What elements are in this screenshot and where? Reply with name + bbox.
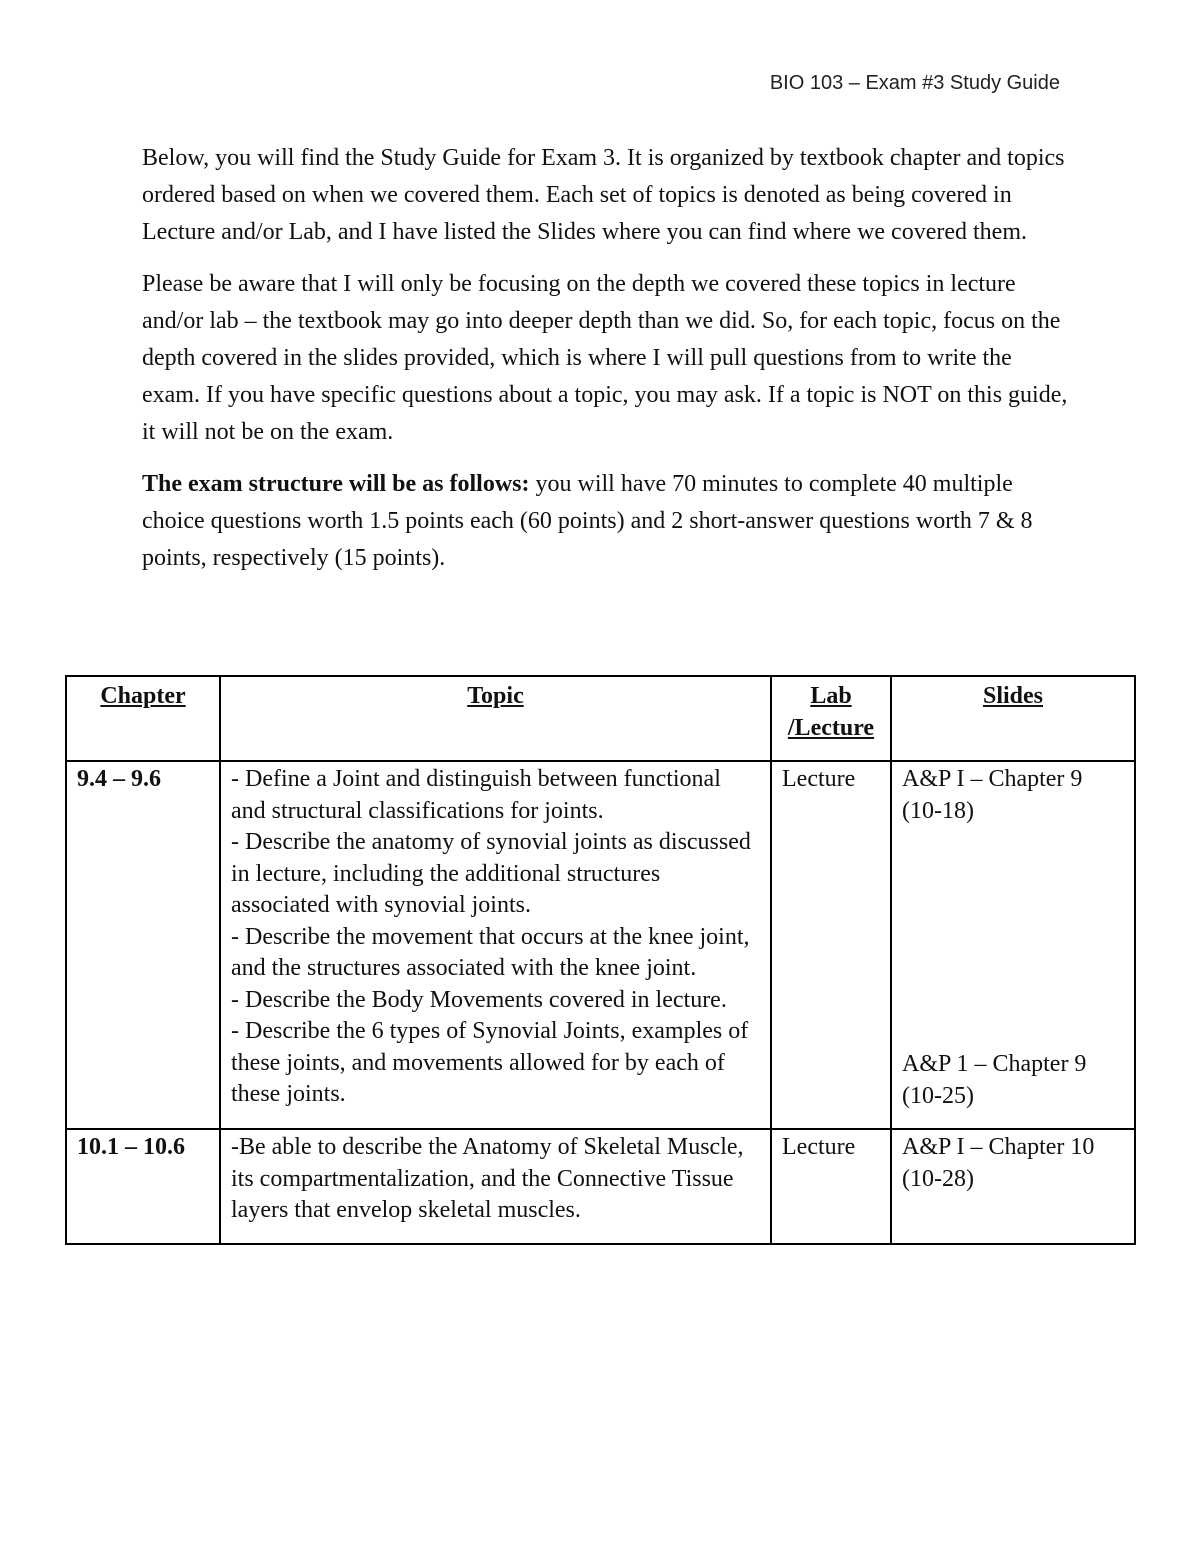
header-chapter: Chapter	[66, 676, 220, 761]
topic-item: - Define a Joint and distinguish between functional and structural classifications for joints.	[231, 766, 721, 824]
slides-ref: A&P 1 – Chapter 9 (10-25)	[902, 1051, 1087, 1109]
intro-paragraph-1: Below, you will find the Study Guide for Exam 3. It is organized by textbook chapter and topics ordered based on when we covered them. Each set of topics is denoted as being covered in Lecture and/or Lab, and I have listed the Slides where you can find where we covered them.	[142, 145, 1065, 245]
slides-ref: A&P I – Chapter 9 (10-18)	[902, 766, 1083, 824]
study-guide-table	[65, 675, 1136, 1245]
chapter-cell: 9.4 – 9.6	[66, 761, 220, 1129]
exam-structure-label: The exam structure will be as follows:	[142, 471, 530, 497]
topic-item: - Describe the 6 types of Synovial Joints, examples of these joints, and movements allowed for by each of these joints.	[231, 1018, 749, 1107]
topic-item: - Describe the anatomy of synovial joints as discussed in lecture, including the additional structures associated with synovial joints.	[231, 829, 751, 918]
type-cell: Lecture	[771, 761, 891, 1129]
exam-structure-text: you will have 70 minutes to complete 40 multiple choice questions worth 1.5 points each (60 points) and 2 short-answer questions worth 7 & 8 points, respectively (15 points).	[142, 471, 1033, 571]
slides-ref: A&P I – Chapter 10 (10-28)	[902, 1134, 1095, 1192]
topic-cell	[220, 761, 771, 1129]
slides-cell	[891, 761, 1135, 1129]
intro-text	[142, 140, 1072, 592]
header-slides: Slides	[891, 676, 1135, 761]
topic-item: -Be able to describe the Anatomy of Skeletal Muscle, its compartmentalization, and the Connective Tissue layers that envelop skeletal muscles.	[231, 1134, 744, 1223]
header-topic: Topic	[220, 676, 771, 761]
header-lab-lecture: Lab /Lecture	[771, 676, 891, 761]
table-row	[66, 1129, 1135, 1244]
intro-paragraph-2: Please be aware that I will only be focusing on the depth we covered these topics in lecture and/or lab – the textbook may go into deeper depth than we did. So, for each topic, focus on the depth covered in the slides provided, which is where I will pull questions from to write the exam. If you have specific questions about a topic, you may ask. If a topic is NOT on this guide, it will not be on the exam.	[142, 271, 1068, 445]
table-row	[66, 761, 1135, 1129]
slides-cell	[891, 1129, 1135, 1244]
topic-item: - Describe the Body Movements covered in lecture.	[231, 986, 727, 1013]
topic-cell	[220, 1129, 771, 1244]
chapter-cell: 10.1 – 10.6	[66, 1129, 220, 1244]
topic-item: - Describe the movement that occurs at the knee joint, and the structures associated with the knee joint.	[231, 923, 750, 981]
intro-paragraph-3	[142, 466, 1072, 577]
type-cell: Lecture	[771, 1129, 891, 1244]
page-header: BIO 103 – Exam #3 Study Guide	[769, 72, 1060, 94]
table-header-row	[66, 676, 1135, 761]
